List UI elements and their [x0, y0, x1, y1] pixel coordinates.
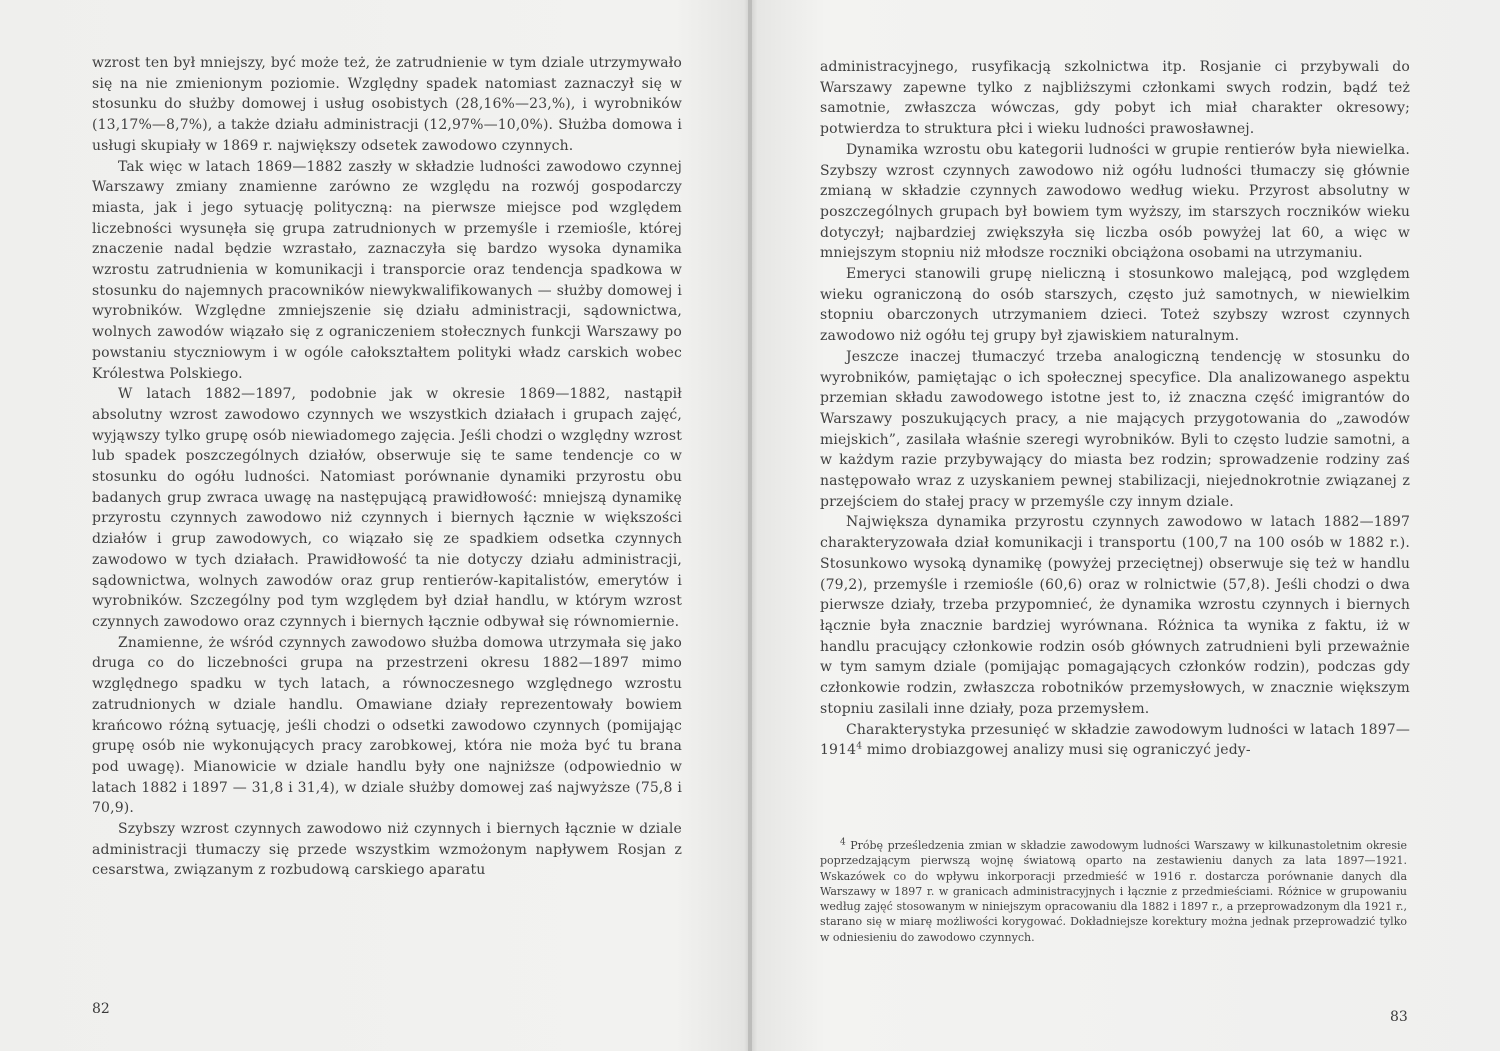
paragraph: W latach 1882—1897, podobnie jak w okresie 1869—1882, nastąpił absolutny wzrost zawodowo czynnych we wszystkich działach i grupach zajęć, wyjąwszy tylko grupę osób niewiadomego zajęcia. Jeśli chodzi o względny wzrost lub spadek poszczególnych działów, obserwuje się te same tendencje co w stosunku do ogółu ludności. Natomiast porównanie dynamiki przyrostu obu badanych grup zwraca uwagę na następującą prawidłowość: mniejszą dynamikę przyrostu czynnych zawodowo niż czynnych i biernych łącznie w większości działów i grup zawodowych, co wiązało się ze spadkiem odsetka czynnych zawodowo w tych działach. Prawidłowość ta nie dotyczy działu administracji, sądownictwa, wolnych zawodów oraz grup rentierów-kapitalistów, emerytów i wyrobników. Szczególny pod tym względem był dział handlu, w którym wzrost czynnych zawodowo oraz czynnych i biernych łącznie odbywał się równomiernie. [92, 386, 682, 630]
paragraph: Dynamika wzrostu obu kategorii ludności w grupie rentierów była niewielka. Szybszy wzrost czynnych zawodowo niż ogółu ludności tłumaczy się głównie zmianą w składzie czynnych zawodowo według wieku. Przyrost absolutny w poszczególnych grupach był bowiem tym wyższy, im starszych roczników wieku dotyczył; najbardziej zwiększyła się liczba osób powyżej lat 60, a więc w mniejszym stopniu niż młodsze roczniki obciążona osobami na utrzymaniu. [820, 141, 1410, 262]
paragraph-text: Charakterystyka przesunięć w składzie zawodowym ludności w latach 1897—1914 [820, 721, 1410, 759]
paragraph: wzrost ten był mniejszy, być może też, że zatrudnienie w tym dziale utrzymywało się na nie zmienionym poziomie. Względny spadek natomiast zaznaczył się w stosunku do służby domowej i usług osobistych (28,16%—23,%), i wyrobników (13,17%—8,7%), a także działu administracji (12,97%—10,0%). Służba domowa i usługi skupiały w 1869 r. największy odsetek zawodowo czynnych. [92, 55, 682, 154]
left-page [0, 0, 748, 1051]
paragraph: Emeryci stanowili grupę nieliczną i stosunkowo malejącą, pod względem wieku ograniczoną do osób starszych, często już samotnych, w niewielkim stopniu obarczonych utrzymaniem dzieci. Toteż szybszy wzrost czynnych zawodowo niż ogółu tej grupy był zjawiskiem naturalnym. [820, 266, 1410, 345]
paragraph: Tak więc w latach 1869—1882 zaszły w składzie ludności zawodowo czynnej Warszawy zmiany znamienne zarówno ze względu na rozwój gospodarczy miasta, jak i jego sytuację polityczną: na pierwsze miejsce pod względem liczebności wysunęła się grupa zatrudnionych w przemyśle i rzemiośle, której znaczenie nadal będzie wzrastało, zaznaczyła się bardzo wysoka dynamika wzrostu zatrudnienia w komunikacji i transporcie oraz tendencja spadkowa w stosunku do najemnych pracowników niewykwalifikowanych — służby domowej i wyrobników. Względne zmniejszenie się działu administracji, sądownictwa, wolnych zawodów wiązało się z ograniczeniem stołecznych funkcji Warszawy po powstaniu styczniowym i w ogóle całokształtem polityki władz carskich wobec Królestwa Polskiego. [92, 158, 682, 382]
right-page [752, 0, 1500, 1051]
left-page-text [92, 53, 682, 881]
page-number: 83 [1390, 1009, 1408, 1025]
footnote [820, 838, 1407, 945]
paragraph: Największa dynamika przyrostu czynnych zawodowo w latach 1882—1897 charakteryzowała dział komunikacji i transportu (100,7 na 100 osób w 1882 r.). Stosunkowo wysoką dynamikę (powyżej przeciętnej) obserwuje się też w handlu (79,2), przemyśle i rzemiośle (60,6) oraz w rolnictwie (57,8). Jeśli chodzi o dwa pierwsze działy, trzeba przypomnieć, że dynamika wzrostu czynnych i biernych łącznie była znacznie bardziej wyrównana. Różnica ta wynika z faktu, iż w handlu pracujący członkowie rodzin osób głównych zatrudnieni byli przeważnie w tym samym dziale (pomijając pomagających członków rodzin), podczas gdy członkowie rodzin, zwłaszcza robotników przemysłowych, w znacznie większym stopniu zasilali inne działy, poza przemysłem. [820, 514, 1410, 717]
right-page-text [820, 57, 1410, 761]
footnote-paragraph [820, 838, 1407, 945]
footnote-reference: 4 [856, 741, 863, 752]
paragraph: administracyjnego, rusyfikacją szkolnictwa itp. Rosjanie ci przybywali do Warszawy zapewne tylko z najbliższymi członkami swych rodzin, bądź też samotnie, zwłaszcza wówczas, gdy pobyt ich miał charakter okresowy; potwierdza to struktura płci i wieku ludności prawosławnej. [820, 59, 1410, 138]
paragraph: Szybszy wzrost czynnych zawodowo niż czynnych i biernych łącznie w dziale administracji tłumaczy się przede wszystkim wzmożonym napływem Rosjan z cesarstwa, związanym z rozbudową carskiego aparatu [92, 821, 682, 879]
footnote-marker: 4 [840, 837, 846, 848]
page-number: 82 [92, 1001, 110, 1017]
paragraph: Znamienne, że wśród czynnych zawodowo służba domowa utrzymała się jako druga co do liczebności grupa na przestrzeni okresu 1882—1897 mimo względnego spadku w tych latach, a równoczesnego względnego wzrostu zatrudnionych w dziale handlu. Omawiane działy reprezentowały bowiem krańcowo różną sytuację, jeśli chodzi o odsetki zawodowo czynnych (pomijając grupę osób nie wykonujących pracy zarobkowej, która nie moża być tu brana pod uwagę). Mianowicie w dziale handlu były one najniższe (odpowiednio w latach 1882 i 1897 — 31,8 i 31,4), w dziale służby domowej zaś najwyższe (75,8 i 70,9). [92, 634, 682, 817]
paragraph-text: mimo drobiazgowej analizy musi się ograniczyć jedy- [862, 742, 1251, 759]
paragraph-with-note [820, 720, 1410, 761]
paragraph: Jeszcze inaczej tłumaczyć trzeba analogiczną tendencję w stosunku do wyrobników, pamiętając o ich społecznej specyfice. Dla analizowanego aspektu przemian składu zawodowego istotne jest to, iż znaczna część imigrantów do Warszawy poszukujących pracy, a nie mających przygotowania do „zawodów miejskich”, zasilała właśnie szeregi wyrobników. Byli to często ludzie samotni, a w każdym razie przybywający do miasta bez rodzin; sprowadzenie rodziny zaś następowało wraz z uzyskaniem pewnej stabilizacji, niejednokrotnie związanej z przejściem do stałej pracy w przemyśle czy innym dziale. [820, 348, 1410, 510]
footnote-text: Próbę prześledzenia zmian w składzie zawodowym ludności Warszawy w kilkunastoletnim okresie poprzedzającym pierwszą wojnę światową oparto na zestawieniu danych za lata 1897—1921. Wskazówek co do wpływu inkorporacji przedmieść w 1916 r. dostarcza porównanie danych dla Warszawy w 1897 r. w granicach administracyjnych i łącznie z przedmieściami. Różnice w grupowaniu według zajęć stosowanym w niniejszym opracowaniu dla 1882 i 1897 r., a przeprowadzonym dla 1921 r., starano się w miarę możliwości korygować. Dokładniejsze korektury można jednak przeprowadzić tylko w odniesieniu do zawodowo czynnych. [820, 839, 1407, 944]
